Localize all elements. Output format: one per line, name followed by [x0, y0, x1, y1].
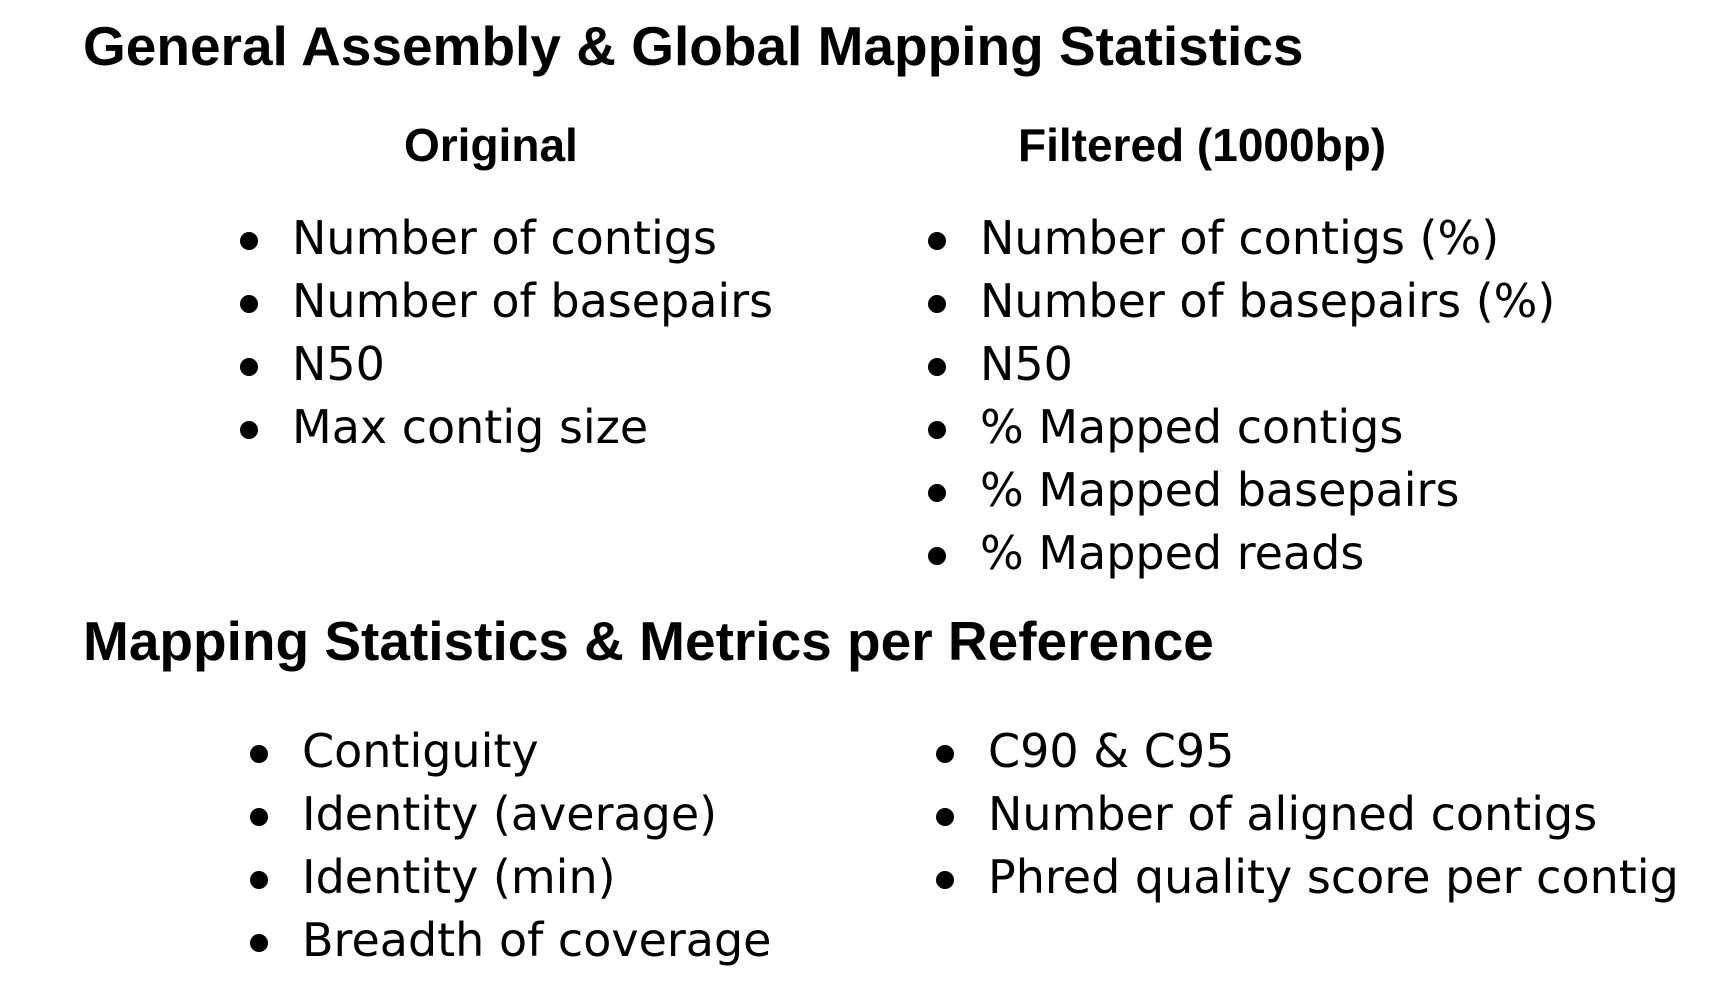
column-title-filtered: Filtered (1000bp) [1018, 119, 1387, 171]
list-item: % Mapped basepairs [928, 459, 1555, 522]
section-title-mapping-statistics: Mapping Statistics & Metrics per Reference [83, 610, 1214, 672]
list-item: N50 [928, 333, 1555, 396]
list-item: Number of contigs [240, 207, 773, 270]
section-title-general-assembly: General Assembly & Global Mapping Statistics [83, 15, 1304, 77]
list-item: Number of basepairs [240, 270, 773, 333]
list-item: Number of aligned contigs [936, 783, 1679, 846]
list-item: N50 [240, 333, 773, 396]
list-item: % Mapped contigs [928, 396, 1555, 459]
list-item: Max contig size [240, 396, 773, 459]
reference-metrics-list-right [936, 720, 1679, 909]
list-item: C90 & C95 [936, 720, 1679, 783]
column-title-original: Original [404, 119, 578, 171]
list-item: Number of basepairs (%) [928, 270, 1555, 333]
filtered-stats-list [928, 207, 1555, 585]
list-item: Identity (min) [250, 846, 771, 909]
list-item: Number of contigs (%) [928, 207, 1555, 270]
original-stats-list [240, 207, 773, 459]
list-item: Identity (average) [250, 783, 771, 846]
list-item: Phred quality score per contig [936, 846, 1679, 909]
list-item: % Mapped reads [928, 522, 1555, 585]
list-item: Breadth of coverage [250, 909, 771, 972]
reference-metrics-list-left [250, 720, 771, 972]
list-item: Contiguity [250, 720, 771, 783]
